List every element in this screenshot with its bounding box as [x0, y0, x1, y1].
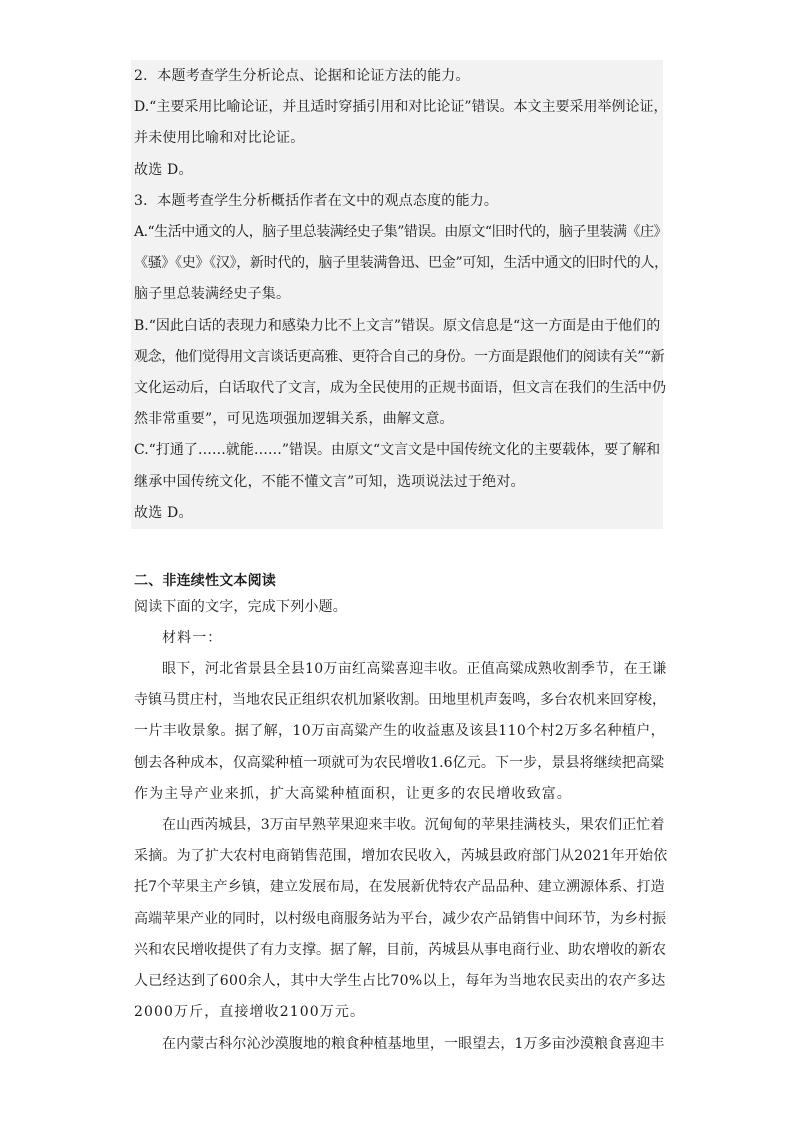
body-line: 兴和农民增收提供了有力支撑。据了解，目前，芮城县从事电商行业、助农增收的新农 — [134, 942, 666, 958]
body-line: 2000万斤，直接增收2100万元。 — [134, 1004, 366, 1020]
body-line: 高端苹果产业的同时，以村级电商服务站为平台，减少农产品销售中间环节，为乡村振 — [134, 911, 666, 927]
material-label: 材料一： — [162, 630, 223, 646]
answer-line: 然非常重要”，可见选项强加逻辑关系，曲解文意。 — [134, 411, 454, 427]
answer-line: B.“因此白话的表现力和感染力比不上文言”错误。原文信息是“这一方面是由于他们的 — [134, 318, 661, 334]
body-line: 在山西芮城县，3万亩早熟苹果迎来丰收。沉甸甸的苹果挂满枝头，果农们正忙着 — [162, 817, 665, 833]
section-title: 二、非连续性文本阅读 — [134, 573, 276, 589]
body-line: 眼下，河北省景县全县10万亩红高粱喜迎丰收。正值高粱成熟收割季节，在王谦 — [162, 661, 667, 677]
answer-line: A.“生活中通文的人，脑子里总装满经史子集”错误。由原文“旧时代的，脑子里装满《庄》 — [134, 224, 668, 240]
answer-line: 并未使用比喻和对比论证。 — [134, 130, 305, 146]
answer-line: 3．本题考查学生分析概括作者在文中的观点态度的能力。 — [134, 193, 499, 209]
body-line: 在内蒙古科尔沁沙漠腹地的粮食种植基地里，一眼望去，1万多亩沙漠粮食喜迎丰 — [162, 1036, 665, 1052]
answer-line: 文化运动后，白话取代了文言，成为全民使用的正规书面语，但文言在我们的生活中仍 — [134, 380, 666, 396]
answer-line: 观念，他们觉得用文言谈话更高雅、更符合自己的身份。一方面是跟他们的阅读有关”“新 — [134, 349, 665, 365]
body-line: 刨去各种成本，仅高粱种植一项就可为农民增收1.6亿元。下一步，景县将继续把高粱 — [134, 755, 665, 771]
answer-line: 故选 D。 — [134, 505, 193, 521]
answer-line: 故选 D。 — [134, 162, 193, 178]
answer-line: 脑子里总装满经史子集。 — [134, 286, 291, 302]
body-line: 托7个苹果主产乡镇，建立发展布局，在发展新优特农产品品种、建立溯源体系、打造 — [134, 879, 665, 895]
body-line: 采摘。为了扩大农村电商销售范围，增加农民收入，芮城县政府部门从2021年开始依 — [134, 848, 668, 864]
answer-line: 《骚》《史》《汉》，新时代的，脑子里装满鲁迅、巴金”可知，生活中通文的旧时代的人， — [134, 255, 668, 271]
body-line: 作为主导产业来抓，扩大高粱种植面积，让更多的农民增收致富。 — [134, 786, 572, 802]
answer-line: C.“打通了……就能……”错误。由原文“文言文是中国传统文化的主要载体，要了解和 — [134, 442, 661, 458]
body-line: 人已经达到了600余人，其中大学生占比70%以上，每年为当地农民卖出的农产多达 — [134, 973, 666, 989]
answer-line: D.“主要采用比喻论证，并且适时穿插引用和对比论证”错误。本文主要采用举例论证， — [134, 99, 668, 115]
body-line: 寺镇马贯庄村，当地农民正组织农机加紧收割。田地里机声轰鸣，多台农机来回穿梭， — [134, 692, 666, 708]
section-instruction: 阅读下面的文字，完成下列小题。 — [134, 599, 347, 615]
answer-line: 继承中国传统文化，不能不懂文言”可知，选项说法过于绝对。 — [134, 474, 525, 490]
answer-line: 2．本题考查学生分析论点、论据和论证方法的能力。 — [134, 68, 470, 84]
body-line: 一片丰收景象。据了解，10万亩高粱产生的收益惠及该县110个村2万多名种植户， — [134, 723, 666, 739]
